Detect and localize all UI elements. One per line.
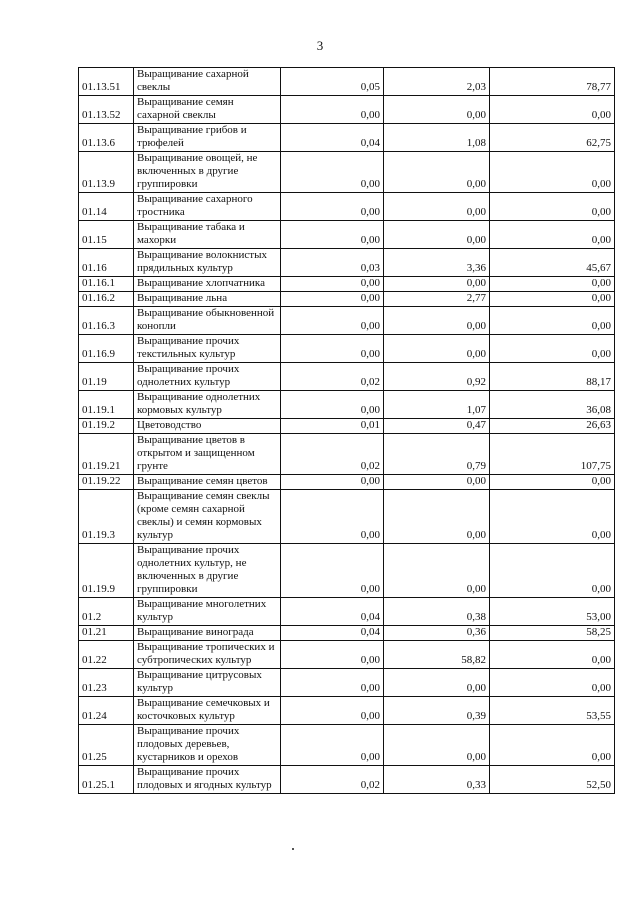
table-row (79, 221, 615, 249)
row-value-2: 2,77 (384, 292, 490, 307)
row-value-3: 53,55 (490, 697, 615, 725)
row-value-1: 0,04 (281, 598, 384, 626)
row-code: 01.25 (79, 725, 134, 766)
row-value-2: 0,79 (384, 434, 490, 475)
row-activity-name: Выращивание семян свеклы (кроме семян сахарной свеклы) и семян кормовых культур (134, 490, 281, 544)
row-value-3: 0,00 (490, 669, 615, 697)
row-code: 01.14 (79, 193, 134, 221)
row-value-2: 0,00 (384, 193, 490, 221)
row-code: 01.19.9 (79, 544, 134, 598)
row-value-3: 0,00 (490, 307, 615, 335)
row-value-3: 107,75 (490, 434, 615, 475)
page-number: 3 (316, 38, 324, 53)
row-activity-name: Выращивание сахарной свеклы (134, 68, 281, 96)
row-code: 01.16.3 (79, 307, 134, 335)
table-row (79, 363, 615, 391)
row-value-1: 0,03 (281, 249, 384, 277)
row-value-1: 0,00 (281, 292, 384, 307)
row-value-3: 0,00 (490, 193, 615, 221)
row-code: 01.23 (79, 669, 134, 697)
table-row (79, 391, 615, 419)
row-value-1: 0,04 (281, 626, 384, 641)
row-activity-name: Выращивание прочих плодовых и ягодных культур (134, 766, 281, 794)
row-value-2: 0,47 (384, 419, 490, 434)
row-activity-name: Выращивание многолетних культур (134, 598, 281, 626)
row-value-1: 0,00 (281, 475, 384, 490)
row-activity-name: Выращивание прочих однолетних культур, не включенных в другие группировки (134, 544, 281, 598)
row-value-2: 0,00 (384, 490, 490, 544)
row-activity-name: Выращивание прочих текстильных культур (134, 335, 281, 363)
table-body (79, 68, 615, 794)
table-row (79, 626, 615, 641)
row-value-2: 0,00 (384, 277, 490, 292)
table-row (79, 598, 615, 626)
row-value-3: 0,00 (490, 641, 615, 669)
row-value-1: 0,00 (281, 725, 384, 766)
table-row (79, 96, 615, 124)
row-value-2: 0,00 (384, 544, 490, 598)
row-activity-name: Выращивание цветов в открытом и защищенном грунте (134, 434, 281, 475)
row-value-3: 0,00 (490, 152, 615, 193)
scan-dot (292, 848, 294, 850)
table-row (79, 307, 615, 335)
row-code: 01.19.22 (79, 475, 134, 490)
row-value-1: 0,00 (281, 307, 384, 335)
row-value-3: 53,00 (490, 598, 615, 626)
row-value-3: 52,50 (490, 766, 615, 794)
row-value-2: 0,00 (384, 221, 490, 249)
row-value-3: 45,67 (490, 249, 615, 277)
row-value-3: 0,00 (490, 96, 615, 124)
row-value-1: 0,02 (281, 363, 384, 391)
row-code: 01.16 (79, 249, 134, 277)
row-value-3: 78,77 (490, 68, 615, 96)
table-row (79, 193, 615, 221)
row-activity-name: Выращивание волокнистых прядильных культур (134, 249, 281, 277)
row-activity-name: Выращивание винограда (134, 626, 281, 641)
row-value-2: 0,92 (384, 363, 490, 391)
row-activity-name: Выращивание льна (134, 292, 281, 307)
row-activity-name: Выращивание овощей, не включенных в другие группировки (134, 152, 281, 193)
row-value-2: 0,00 (384, 152, 490, 193)
table-row (79, 335, 615, 363)
row-value-2: 3,36 (384, 249, 490, 277)
row-value-2: 2,03 (384, 68, 490, 96)
row-value-1: 0,00 (281, 490, 384, 544)
row-activity-name: Выращивание грибов и трюфелей (134, 124, 281, 152)
table-row (79, 124, 615, 152)
row-activity-name: Выращивание цитрусовых культур (134, 669, 281, 697)
row-value-2: 0,33 (384, 766, 490, 794)
row-value-3: 88,17 (490, 363, 615, 391)
row-value-3: 0,00 (490, 490, 615, 544)
row-activity-name: Выращивание семян сахарной свеклы (134, 96, 281, 124)
okved-table (78, 67, 615, 794)
table-row (79, 725, 615, 766)
row-activity-name: Выращивание тропических и субтропических культур (134, 641, 281, 669)
row-value-1: 0,00 (281, 669, 384, 697)
row-value-3: 0,00 (490, 475, 615, 490)
row-value-2: 0,00 (384, 669, 490, 697)
row-activity-name: Выращивание сахарного тростника (134, 193, 281, 221)
row-value-1: 0,00 (281, 697, 384, 725)
row-activity-name: Выращивание семян цветов (134, 475, 281, 490)
row-value-3: 36,08 (490, 391, 615, 419)
row-value-3: 62,75 (490, 124, 615, 152)
row-code: 01.13.6 (79, 124, 134, 152)
table-row (79, 544, 615, 598)
row-value-1: 0,00 (281, 391, 384, 419)
row-value-2: 0,38 (384, 598, 490, 626)
table-row (79, 766, 615, 794)
row-value-1: 0,00 (281, 641, 384, 669)
row-value-2: 0,00 (384, 725, 490, 766)
row-value-2: 0,00 (384, 475, 490, 490)
table-row (79, 669, 615, 697)
row-value-2: 1,07 (384, 391, 490, 419)
row-code: 01.13.9 (79, 152, 134, 193)
row-code: 01.19.21 (79, 434, 134, 475)
table-row (79, 152, 615, 193)
row-value-2: 58,82 (384, 641, 490, 669)
row-value-3: 0,00 (490, 221, 615, 249)
row-value-3: 0,00 (490, 544, 615, 598)
row-value-1: 0,01 (281, 419, 384, 434)
row-code: 01.16.1 (79, 277, 134, 292)
row-value-2: 0,00 (384, 335, 490, 363)
row-value-1: 0,02 (281, 434, 384, 475)
row-value-2: 1,08 (384, 124, 490, 152)
row-value-3: 0,00 (490, 277, 615, 292)
row-value-2: 0,39 (384, 697, 490, 725)
row-value-2: 0,00 (384, 96, 490, 124)
table-row (79, 641, 615, 669)
row-value-2: 0,00 (384, 307, 490, 335)
row-activity-name: Выращивание прочих однолетних культур (134, 363, 281, 391)
table-row (79, 277, 615, 292)
row-value-1: 0,00 (281, 221, 384, 249)
row-code: 01.22 (79, 641, 134, 669)
row-code: 01.19.1 (79, 391, 134, 419)
table-row (79, 434, 615, 475)
row-activity-name: Выращивание прочих плодовых деревьев, кустарников и орехов (134, 725, 281, 766)
row-code: 01.19 (79, 363, 134, 391)
row-value-1: 0,00 (281, 544, 384, 598)
row-activity-name: Цветоводство (134, 419, 281, 434)
row-value-1: 0,00 (281, 335, 384, 363)
table-row (79, 68, 615, 96)
table-row (79, 475, 615, 490)
row-code: 01.2 (79, 598, 134, 626)
row-value-3: 58,25 (490, 626, 615, 641)
row-value-3: 26,63 (490, 419, 615, 434)
row-code: 01.13.52 (79, 96, 134, 124)
row-code: 01.16.2 (79, 292, 134, 307)
row-activity-name: Выращивание семечковых и косточковых культур (134, 697, 281, 725)
row-value-1: 0,00 (281, 152, 384, 193)
table-row (79, 490, 615, 544)
row-code: 01.24 (79, 697, 134, 725)
row-code: 01.16.9 (79, 335, 134, 363)
row-code: 01.13.51 (79, 68, 134, 96)
row-activity-name: Выращивание однолетних кормовых культур (134, 391, 281, 419)
row-code: 01.25.1 (79, 766, 134, 794)
row-value-1: 0,00 (281, 193, 384, 221)
row-value-3: 0,00 (490, 335, 615, 363)
table-row (79, 249, 615, 277)
row-activity-name: Выращивание хлопчатника (134, 277, 281, 292)
table-row (79, 419, 615, 434)
row-value-2: 0,36 (384, 626, 490, 641)
row-code: 01.21 (79, 626, 134, 641)
row-activity-name: Выращивание табака и махорки (134, 221, 281, 249)
row-value-1: 0,04 (281, 124, 384, 152)
row-activity-name: Выращивание обыкновенной конопли (134, 307, 281, 335)
row-value-1: 0,02 (281, 766, 384, 794)
row-value-1: 0,00 (281, 277, 384, 292)
row-code: 01.15 (79, 221, 134, 249)
row-value-3: 0,00 (490, 292, 615, 307)
row-value-3: 0,00 (490, 725, 615, 766)
table-row (79, 697, 615, 725)
row-code: 01.19.2 (79, 419, 134, 434)
row-value-1: 0,05 (281, 68, 384, 96)
row-code: 01.19.3 (79, 490, 134, 544)
table-row (79, 292, 615, 307)
row-value-1: 0,00 (281, 96, 384, 124)
